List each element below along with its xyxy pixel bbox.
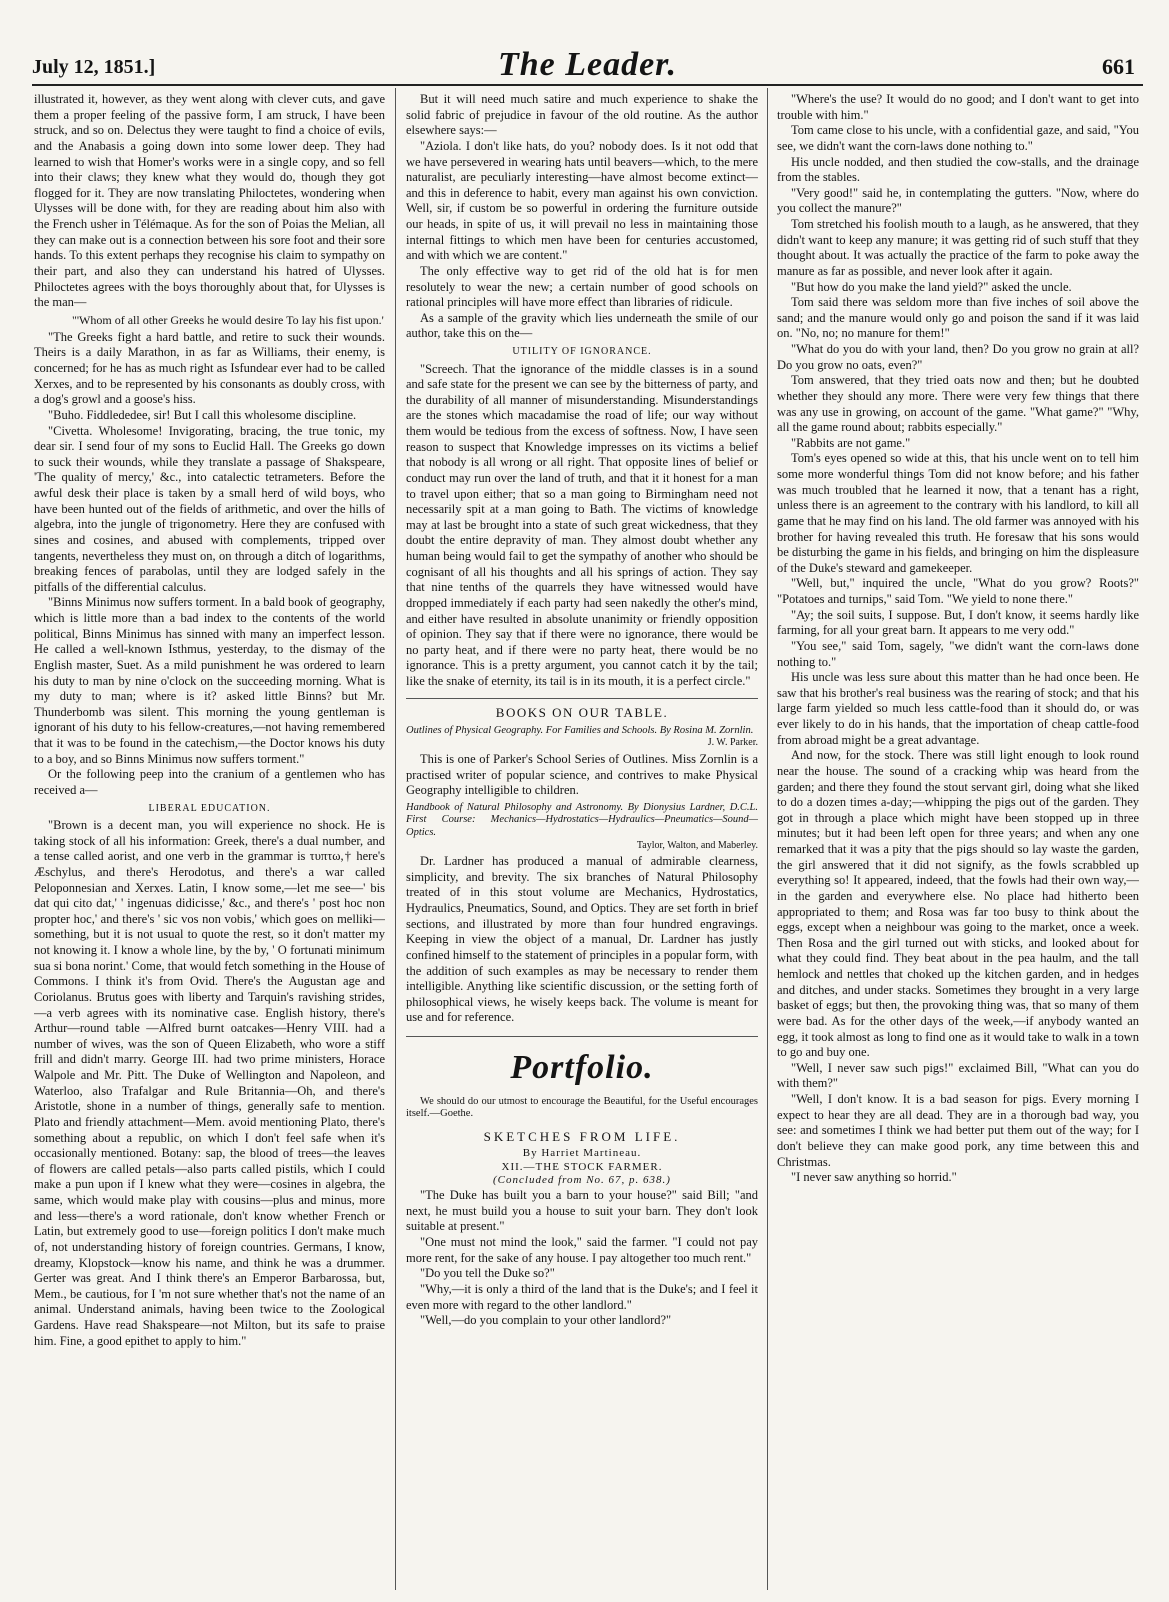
paragraph: But it will need much satire and much experience to shake the solid fabric of prejudice in favour of the old routine. As the author elsewhere says:— — [406, 92, 758, 138]
column-middle — [406, 92, 758, 1588]
books-section-title: BOOKS ON OUR TABLE. — [406, 698, 758, 721]
paragraph: "Civetta. Wholesome! Invigorating, bracing, the true tonic, my dear sir. I send four of my sons to Euclid Hall. The Greeks go down to suck their wounds, while they translate a passage of Shakspeare, 'The quality of mercy,' &c., into catalectic tetrameters. Before the awful desk their place is taken by a small herd of wild boys, who have been hunted out of the fields of arithmetic, and over the hills of algebra, into the jungle of trigonometry. Here they are confused with sines and cosines, and abused with complements, tripped over tangents, nevertheless they must on, on through a ditch of logarithms, breaking fences of parabolas, until they are lodged safely in the pitfalls of the differential calculus. — [34, 423, 385, 594]
paragraph: "Ay; the soil suits, I suppose. But, I don't know, it seems hardly like farming, for all your great barn. It appears to me very odd." — [777, 607, 1139, 638]
paragraph: Tom said there was seldom more than five inches of soil above the sand; and the manure would only go and poison the sand if it was laid on. "No, no; no manure for them!" — [777, 295, 1139, 341]
paragraph: "Very good!" said he, in contemplating the gutters. "Now, where do you collect the manure?" — [777, 185, 1139, 216]
paragraph: "The Greeks fight a hard battle, and retire to suck their wounds. Theirs is a daily Marathon, in as far as Williams, their enemy, is concerned; for he has as much right as Isfundear ever had to be called Xerxes, and to be represented by his consonants as doubly cross, with a dog's growl and a goose's hiss. — [34, 329, 385, 407]
paragraph: "Well, I don't know. It is a bad season for pigs. Every morning I expect to hear they are all dead. They are in a thorough bad way, you see: and sometimes I think we had better put them out of the way; for I don't believe they can make good pork, any time between this and Christmas. — [777, 1092, 1139, 1169]
paragraph: "Well,—do you complain to your other landlord?" — [420, 1313, 672, 1328]
paragraph: As a sample of the gravity which lies underneath the smile of our author, take this on the— — [406, 310, 758, 341]
chapter-title: XII.—THE STOCK FARMER. — [501, 1160, 663, 1173]
masthead-rule — [32, 84, 1143, 86]
paragraph: "Aziola. I don't like hats, do you? nobody does. Is it not odd that we have persevered in wearing hats until beavers—which, to the mere naturalist, are peculiarly interesting—have almost become extinct—and this in deference to habit, every man against his own conviction. Well, sir, if custom be so powerful in ordering the furniture outside our heads, in spite of us, it will prevail no less in maintaining those internal fittings to which men have been for centuries accustomed, and with which we are content." — [406, 138, 758, 263]
page-number: 661 — [1102, 54, 1135, 79]
paragraph: "Screech. That the ignorance of the middle classes is in a sound and safe state for the present we can see by the bitterness of party, and the durability of all manner of misunderstanding. Misunderstandings are the stones which macadamise the road of life; our way without them would be tedious from the excess of softness. Now, I have seen reason to suspect that Knowledge impresses on its victims a belief that nobody is all wrong or all right. That opposite lines of belief or conduct may run over the land of truth, and that it it honest for a man to travel upon either; that so a man going to Birmingham need not necessarily spit at a man going to Bath. The victims of knowledge may at last be brought into a state of such great wickedness, that they doubt the entire depravity of man. They almost doubt whether any human being would fail to get the sympathy of another who should be cognisant of all his thoughts and all his springs of action. They say that nine tenths of the quarrels they have witnessed would have dropped immediately if each party had seen nakedly the other's mind, and either have resulted in absolute unanimity or friendly opposition of opinion. They say that if there were no ignorance, there would be no party heat, and if there were no party heat, there would be no ignorance. This is a pretty argument, you cannot catch it by the tail; like the snake of eternity, its tail is in its mouth, it is a perfect circle." — [406, 361, 758, 688]
paragraph: "But how do you make the land yield?" asked the uncle. — [791, 279, 1072, 294]
book-publisher: Taylor, Walton, and Maberley. — [636, 839, 758, 851]
paragraph: "What do you do with your land, then? Do you grow no grain at all? Do you grow no oats, even?" — [777, 342, 1139, 372]
author-byline: By Harriet Martineau. — [522, 1146, 642, 1159]
paragraph: "The Duke has built you a barn to your house?" said Bill; "and next, he must build you a house to suit your barn. They don't look suitable at present." — [406, 1188, 758, 1234]
paragraph: His uncle was less sure about this matter than he had once been. He saw that his brother's real business was the rearing of stock; and that his large farm yielded so much less cattle-food than it should do, or was ever likely to do in his hands, that the importation of cheap cattle-food from abroad might be a great advantage. — [777, 670, 1139, 747]
book-entry-title: Outlines of Physical Geography. For Families and Schools. By Rosina M. Zornlin. — [406, 724, 754, 736]
paragraph: "Why,—it is only a third of the land that is the Duke's; and I feel it even more with regard to the other landlord." — [406, 1281, 758, 1312]
paragraph: Or the following peep into the cranium of a gentlemen who has received a— — [34, 767, 385, 797]
paragraph: "Brown is a decent man, you will experience no shock. He is taking stock of all his information: Greek, there's a dual number, and a tense called aorist, and one verb in the grammar is τυπτω,† here's Æschylus, and there's Herodotus, and there's a war called Peloponnesian and Xerxes. Latin, I know some,—let me see—' bis dat qui cito dat,' ' ingenuas didicisse,' &c., and there's ' post hoc non propter hoc,' and there's ' sic vos non vobis,' which goes on melliki—something, but it is not usual to quote the rest, so it don't matter my not knowing it. I know a whole line, by the by, ' O fortunati minimum sua si bona norint.' Come, that would fetch something in the House of Commons. I think it's from Ovid. There's the Augustan age and Coriolanus. Brutus goes with liberty and Tarquin's ravishing strides,—a verb agrees with its nominative case. English history, there's Arthur—round table —Alfred burnt oatcakes—Henry VIII. had a number of wives, was the son of Queen Elizabeth, who wore a stiff frill and didn't marry. George III. had two prime ministers, Horace Walpole and Mr. Pitt. The Duke of Wellington and Napoleon, and Waterloo, also Trafalgar and Rule Britannia—Oh, and there's Aristotle, shone in a number of things, generally safe to mention. Plato and friendly attachment—Mem. avoid mentioning Plato, there's something about a republic, on which I don't feel safe when it's occasionally mentioned. Botany: sap, the blood of trees—the leaves of flowers are called petals—also parts called pistils, which I could make a pun upon if I knew what they were—cosines in algebra, the same, which would make play with cousins—plus and minus, more and less—there's a word rationale, don't know whether French or Latin, but extremely good to use—foreign politics I don't make much of, not understanding history of foreign countries. Germans, I know, dreamy, Klopstock—know his name, and think he was a drummer. Gerter was great. And I think there's an Emperor Barbarossa, but, Mem., be cautious, for I 'm not sure whether that's not the name of an animal. Understand animals, having been twice to the Zoological Gardens. Have read Shakspeare—not Milton, but its safe to praise him. Fine, a good epithet to apply to him." — [34, 818, 385, 1348]
paragraph: Tom came close to his uncle, with a confidential gaze, and said, "You see, we didn't want the corn-laws done nothing to." — [777, 123, 1139, 153]
goethe-motto: We should do our utmost to encourage the Beautiful, for the Useful encourages itself.—Goethe. — [406, 1095, 758, 1120]
portfolio-heading: Portfolio. — [406, 1036, 758, 1090]
column-divider — [395, 88, 396, 1590]
paragraph: "Binns Minimus now suffers torment. In a bald book of geography, which is little more than a bad index to the contents of the world political, Binns Minimus has sinned with many an imperfect lesson. He called a well-known Isthmus, yesterday, to the dismay of the English master, Suet. As a mild punishment he was ordered to learn his duty to man by nine o'clock on the succeeding morning. What is my duty to man; where is it? asked little Binns? but Mr. Thunderbomb was silent. This morning the young gentleman is ignorant of his duty to his fellow-creatures,—not having remembered that it was to be found in the catechism,—the Doctor knows his duty to a boy, and so Binns Minimus now suffers torment." — [34, 595, 385, 766]
book-review: Dr. Lardner has produced a manual of admirable clearness, simplicity, and brevity. The six branches of Natural Philosophy treated of in this stout volume are Mechanics, Hydrostatics, Hydraulics, Pneumatics, Sound, and Optics. They are set forth in brief sections, and illustrated by more than four hundred engravings. Keeping in view the object of a manual, Dr. Lardner has justly confined himself to the statement of principles in a popular form, with the addition of such examples as may be necessary to render them intelligible. Anything like scientific discussion, or the setting forth of philosophical views, he wisely keeps back. The volume is meant for use and for reference. — [406, 854, 758, 1025]
book-review: This is one of Parker's School Series of Outlines. Miss Zornlin is a practised writer of popular science, and contrives to make Physical Geography intelligible to children. — [406, 751, 758, 798]
paragraph: Tom stretched his foolish mouth to a laugh, as he answered, that they didn't want to keep any manure; it was getting rid of such stuff that they thought about. It was actually the practice of the farm to poke away the manure as far as possible, and never look after it again. — [777, 217, 1139, 278]
book-entry-title: Handbook of Natural Philosophy and Astronomy. By Dionysius Lardner, D.C.L. First Course: Mechanics—Hydrostatics—Hydraulics—Pneumatics—Sound—Optics. — [406, 801, 758, 839]
section-heading-liberal-education: LIBERAL EDUCATION. — [148, 802, 271, 814]
paragraph: "Well, but," inquired the uncle, "What do you grow? Roots?" "Potatoes and turnips," said Tom. "We yield to none there." — [777, 576, 1139, 606]
column-right — [777, 92, 1139, 1588]
column-divider — [767, 88, 768, 1590]
column-left — [34, 92, 385, 1588]
paragraph: "Well, I never saw such pigs!" exclaimed Bill, "What can you do with them?" — [777, 1060, 1139, 1091]
paragraph: Tom's eyes opened so wide at this, that his uncle went on to tell him some more wonderful things Tom did not know before; and his father was much troubled that he learned it now, that a tenant has a right, unless there is an agreement to the contrary with his landlord, to kill all game that he may find on his land. The old farmer was annoyed with his brother for having revealed this truth. He foresaw that his sons would be disturbing the game in his fields, and bringing on him the displeasure of the Duke's steward and gamekeeper. — [777, 451, 1139, 575]
section-heading-utility-of-ignorance: UTILITY OF IGNORANCE. — [512, 346, 652, 357]
masthead — [32, 26, 1143, 83]
paragraph: "Where's the use? It would do no good; and I don't want to get into trouble with him." — [777, 92, 1139, 122]
paragraph: Tom answered, that they tried oats now and then; but he doubted whether they should any more. There were very few things that there was any use in growing, on account of the game. "What game?" "Why, all the game round about; rabbits especially." — [777, 373, 1139, 435]
paragraph: "Do you tell the Duke so?" — [420, 1266, 555, 1281]
paragraph: "I never saw anything so horrid." — [791, 1170, 957, 1185]
paragraph: "One must not mind the look," said the farmer. "I could not pay more rent, for the sake of any house. I pay altogether too much rent." — [406, 1235, 758, 1265]
issue-date: July 12, 1851.] — [32, 56, 156, 78]
paragraph: "Buho. Fiddlededee, sir! But I call this wholesome discipline. — [48, 407, 357, 422]
paragraph: "Rabbits are not game." — [791, 435, 911, 450]
sketches-title: SKETCHES FROM LIFE. — [483, 1128, 681, 1144]
paragraph: The only effective way to get rid of the old hat is for men resolutely to wear the new; a certain number of good schools on rational principles will have more effect than libraries of ridicule. — [406, 263, 758, 310]
newspaper-title: The Leader. — [497, 46, 678, 83]
paragraph: "You see," said Tom, sagely, "we didn't want the corn-laws done nothing to." — [777, 638, 1139, 669]
verse-quote: "'Whom of all other Greeks he would desire To lay his fist upon.' — [72, 312, 384, 327]
paragraph: His uncle nodded, and then studied the cow-stalls, and the drainage from the stables. — [777, 154, 1139, 185]
book-publisher: J. W. Parker. — [707, 737, 758, 749]
paragraph: And now, for the stock. There was still light enough to look round near the house. The sound of a cracking whip was heard from the garden; and there they found the stout servant girl, doing what she liked to do a dozen times a-day;—whipping the pigs out of the garden. They got in through a place which might have been stopped up in three minutes; but it had been left open for three years; and when any one remarked that it was a pity that the pigs should so lay waste the garden, the girl answered that it did not signify, as the fowls scrabbled up everything so! It appeared, indeed, that the fowls had their own way,—in the garden and everywhere else. No place had hitherto been appropriated to them; and Rosa was far too busy to think about the eggs, except when a neighbour was going to the market, once a week. Then Rosa and the girl turned out with sticks, and looked about for what they could find. They beat about in the pea haulm, and the tall hemlock and nettles that choked up the kitchen garden, and in hedges and ditches, and under stacks. Sometimes they brought in a very large basket of eggs; but then, the provoking thing was, that so many of them were bad. As for the other days of the week,—if anybody wanted an egg, it took almost as long to find one as it would take to walk in a town to go and buy one. — [777, 748, 1139, 1060]
continuation-note: (Concluded from No. 67, p. 638.) — [493, 1174, 671, 1187]
paragraph: illustrated it, however, as they went along with clever cuts, and gave them a proper feeling of the passive form, I am struck, I have been struck, and so on. Delectus they were taught to find a choice of evils, and the Anabasis a going down into some lower deep. They had learned to wish that Homer's works were in a single copy, and so fell into their claws; they knew what they would do, though they got flogged for it. They are now translating Philoctetes, wondering when Ulysses will be done with, for they are reading about him also with the French usher in Télémaque. As for the son of Poias the Melian, all they can make out is a connection between his sore foot and their sore hands. To this extent perhaps they recognise his claim to sympathy on their part, and also they can understand his hatred of Ulysses. Philoctetes agrees with the boys thoroughly about that, for Ulysses is the man— — [34, 92, 385, 310]
